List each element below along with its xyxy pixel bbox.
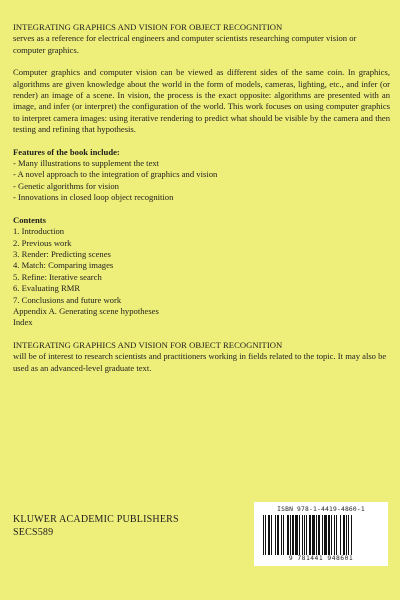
feature-item: - A novel approach to the integration of graphics and vision — [13, 169, 218, 180]
barcode-bar — [334, 515, 335, 555]
closing-title: INTEGRATING GRAPHICS AND VISION FOR OBJECT RECOGNITION — [13, 339, 283, 350]
barcode-bar — [263, 515, 264, 555]
contents-item: Index — [13, 317, 33, 328]
barcode-bar — [271, 515, 272, 555]
feature-item: - Genetic algorithms for vision — [13, 180, 119, 191]
barcode-bar — [287, 515, 289, 555]
contents-item: 4. Match: Comparing images — [13, 260, 114, 271]
contents-item: 5. Refine: Iterative search — [13, 271, 102, 282]
contents-section — [13, 215, 390, 329]
features-section — [13, 147, 390, 204]
contents-item: 7. Conclusions and future work — [13, 294, 122, 305]
barcode-bar — [268, 515, 270, 555]
contents-heading: Contents — [13, 214, 46, 225]
intro-paragraph — [13, 22, 390, 56]
closing-text: will be of interest to research scientists and practitioners working in fields related to the topic. It may also be used as an advanced-level graduate text. — [13, 351, 387, 373]
barcode-bar — [318, 515, 320, 555]
publisher-code: SECS589 — [13, 527, 54, 538]
feature-item: - Many illustrations to supplement the text — [13, 158, 160, 169]
description-paragraph: Computer graphics and computer vision can be viewed as different sides of the same coin. In graphics, algorithms are given knowledge about the world in the form of models, cameras, lighting, etc., and infer (or render) an image of a scene. In vision, the process is the exact opposite: algorithms are presented with an image, and infer (or interpret) the configuration of the world. This work focuses on using computer graphics to interpret camera images: using iterative rendering to predict what should be visible by the camera and then testing and refining that hypothesis. — [13, 67, 390, 135]
barcode-bar — [336, 515, 337, 555]
barcode-bar — [343, 515, 345, 555]
barcode-bar — [324, 515, 327, 555]
barcode-number: 9 781441 948601 — [288, 555, 354, 562]
barcode-bar — [302, 515, 303, 555]
barcode-bar — [316, 515, 317, 555]
contents-item: 3. Render: Predicting scenes — [13, 248, 111, 259]
barcode-bar — [312, 515, 315, 555]
barcode-bar — [322, 515, 323, 555]
contents-item: 2. Previous work — [13, 237, 72, 248]
barcode-bar — [331, 515, 332, 555]
barcode-bar — [299, 515, 300, 555]
contents-list — [13, 226, 390, 329]
barcode-bar — [265, 515, 266, 555]
contents-item: 1. Introduction — [13, 226, 65, 237]
intro-text: serves as a reference for electrical engineers and computer scientists researching computer vision or computer graphics. — [13, 33, 357, 55]
barcode-bar — [348, 515, 349, 555]
barcode-bar — [275, 515, 276, 555]
publisher-name: KLUWER ACADEMIC PUBLISHERS — [13, 514, 179, 525]
features-heading: Features of the book include: — [13, 146, 120, 157]
barcode-bar — [309, 515, 311, 555]
barcode-bar — [328, 515, 330, 555]
barcode-bar — [346, 515, 347, 555]
barcode-bar — [351, 515, 352, 555]
barcode-bar — [277, 515, 279, 555]
contents-item: Appendix A. Generating scene hypotheses — [13, 305, 159, 316]
closing-paragraph — [13, 340, 390, 374]
barcode-block — [254, 502, 388, 566]
barcode-bar — [290, 515, 291, 555]
publisher-block — [13, 513, 179, 539]
isbn-label: ISBN 978-1-4419-4860-1 — [277, 506, 365, 513]
features-list — [13, 158, 390, 204]
barcode-bar — [283, 515, 284, 555]
barcode-bar — [292, 515, 294, 555]
feature-item: - Innovations in closed loop object recognition — [13, 192, 174, 203]
barcode-bar — [295, 515, 298, 555]
intro-title: INTEGRATING GRAPHICS AND VISION FOR OBJECT RECOGNITION — [13, 22, 283, 32]
barcode-bar — [306, 515, 307, 555]
barcode-bar — [281, 515, 282, 555]
barcode-icon — [262, 515, 380, 555]
barcode-bar — [304, 515, 305, 555]
contents-item: 6. Evaluating RMR — [13, 283, 81, 294]
barcode-bar — [340, 515, 341, 555]
